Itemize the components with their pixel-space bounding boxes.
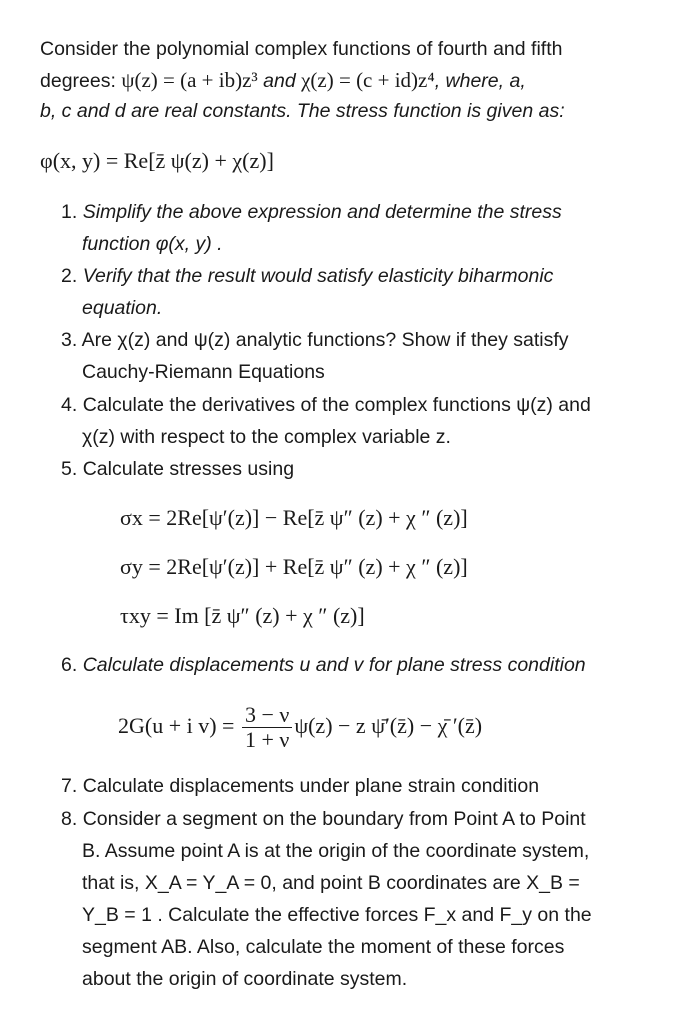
list-item-8-cont-1: B. Assume point A is at the origin of the coordinate system, (82, 840, 590, 862)
intro-where: , where, a, (434, 70, 526, 92)
list-item-2: 2. Verify that the result would satisfy elasticity biharmonic (61, 265, 554, 287)
sigma-y-equation: σy = 2Re[ψ′(z)] + Re[z̄ ψ″ (z) + χ ″ (z)] (120, 554, 468, 579)
fraction-numerator: 3 − ν (242, 703, 292, 728)
list-item-8-cont-4: segment AB. Also, calculate the moment of these forces (82, 936, 565, 958)
intro-line-2 (40, 67, 526, 94)
list-item-5: 5. Calculate stresses using (61, 458, 295, 480)
intro-degrees-label: degrees: (40, 70, 122, 92)
list-item-8-cont-5: about the origin of coordinate system. (82, 968, 408, 990)
intro-and: and (257, 70, 302, 92)
list-item-6: 6. Calculate displacements u and v for plane stress condition (61, 654, 586, 676)
list-item-8-cont-2: that is, X_A = Y_A = 0, and point B coordinates are X_B = (82, 872, 580, 894)
list-item-7: 7. Calculate displacements under plane strain condition (61, 775, 540, 797)
list-item-8-cont-3: Y_B = 1 . Calculate the effective forces F_x and F_y on the (82, 904, 592, 926)
psi-definition: ψ(z) = (a + ib)z³ (121, 68, 258, 92)
list-item-1: 1. Simplify the above expression and determine the stress (61, 201, 562, 223)
poisson-fraction (242, 703, 292, 752)
list-item-4: 4. Calculate the derivatives of the complex functions ψ(z) and (61, 394, 591, 416)
stress-function-equation: φ(x, y) = Re[z̄ ψ(z) + χ(z)] (40, 148, 274, 173)
sigma-x-equation: σx = 2Re[ψ′(z)] − Re[z̄ ψ″ (z) + χ ″ (z)] (120, 505, 468, 530)
list-item-3: 3. Are χ(z) and ψ(z) analytic functions? Show if they satisfy (61, 329, 569, 351)
intro-line-1: Consider the polynomial complex functions of fourth and fifth (40, 38, 563, 60)
displacement-rhs: ψ(z) − z ψ̄′(z̄) − χ̄ ′(z̄) (294, 713, 483, 738)
fraction-denominator: 1 + ν (244, 727, 290, 753)
intro-line-3: b, c and d are real constants. The stress function is given as: (40, 100, 565, 122)
list-item-8: 8. Consider a segment on the boundary from Point A to Point (61, 808, 586, 830)
chi-definition: χ(z) = (c + id)z⁴ (301, 68, 435, 92)
displacement-lhs: 2G(u + i v) = (118, 713, 235, 738)
list-item-2-cont: equation. (82, 297, 163, 319)
list-item-4-cont: χ(z) with respect to the complex variable z. (82, 426, 451, 448)
list-item-1-cont: function φ(x, y) . (82, 233, 223, 255)
displacement-equation (118, 696, 482, 756)
list-item-3-cont: Cauchy-Riemann Equations (82, 361, 325, 383)
tau-xy-equation: τxy = Im [z̄ ψ″ (z) + χ ″ (z)] (120, 603, 365, 628)
